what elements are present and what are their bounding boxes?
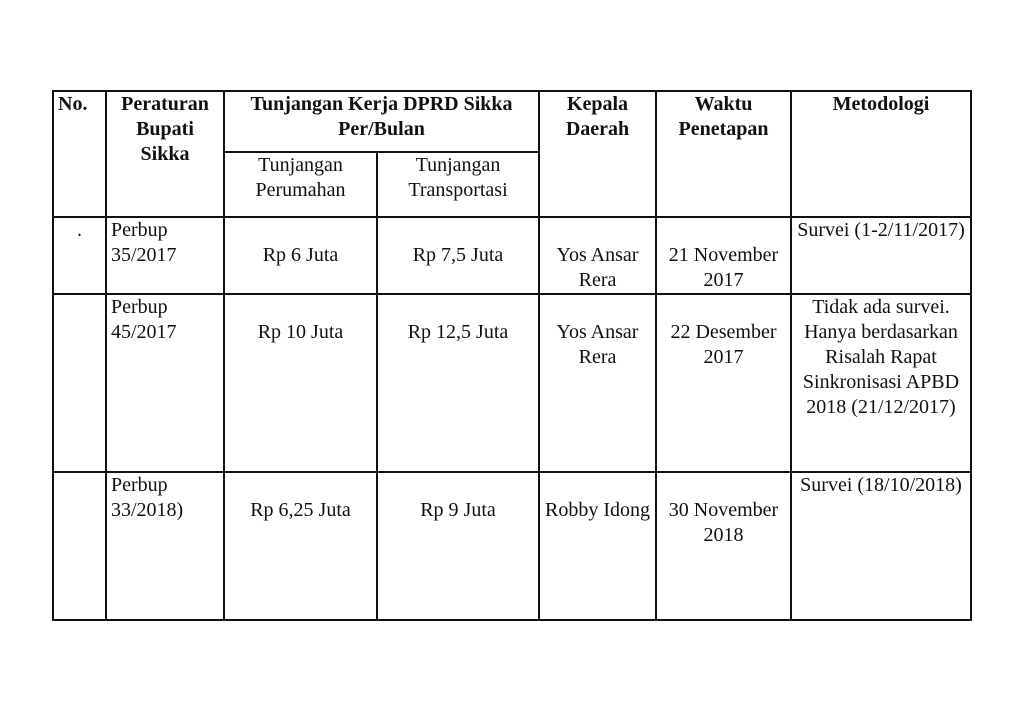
table-row — [53, 217, 971, 294]
row-waktu: 21 November 2017 — [656, 217, 791, 294]
row-peraturan: Perbup 35/2017 — [106, 217, 224, 294]
header-tunjangan-transportasi: Tunjangan Transportasi — [377, 152, 539, 217]
header-kepala-daerah: Kepala Daerah — [539, 91, 656, 217]
header-metodologi: Metodologi — [791, 91, 971, 217]
header-peraturan: Peraturan Bupati Sikka — [106, 91, 224, 217]
row-perumahan: Rp 6 Juta — [224, 217, 377, 294]
row-number — [53, 472, 106, 620]
header-tunjangan-perumahan: Tunjangan Perumahan — [224, 152, 377, 217]
row-peraturan: Perbup 45/2017 — [106, 294, 224, 472]
header-tunjangan-group: Tunjangan Kerja DPRD Sikka Per/Bulan — [224, 91, 539, 152]
header-no: No. — [53, 91, 106, 217]
row-perumahan: Rp 10 Juta — [224, 294, 377, 472]
row-transportasi: Rp 7,5 Juta — [377, 217, 539, 294]
row-perumahan: Rp 6,25 Juta — [224, 472, 377, 620]
row-waktu: 30 November 2018 — [656, 472, 791, 620]
row-metodologi: Survei (18/10/2018) — [791, 472, 971, 620]
row-kepala-daerah: Yos Ansar Rera — [539, 294, 656, 472]
table-row — [53, 472, 971, 620]
row-metodologi: Survei (1-2/11/2017) — [791, 217, 971, 294]
row-peraturan: Perbup 33/2018) — [106, 472, 224, 620]
row-number: . — [53, 217, 106, 294]
row-transportasi: Rp 9 Juta — [377, 472, 539, 620]
table-row — [53, 294, 971, 472]
row-kepala-daerah: Yos Ansar Rera — [539, 217, 656, 294]
row-kepala-daerah: Robby Idong — [539, 472, 656, 620]
row-transportasi: Rp 12,5 Juta — [377, 294, 539, 472]
row-waktu: 22 Desember 2017 — [656, 294, 791, 472]
row-number — [53, 294, 106, 472]
allowance-table — [52, 90, 972, 621]
header-row — [53, 91, 971, 152]
row-metodologi: Tidak ada survei. Hanya berdasarkan Risalah Rapat Sinkronisasi APBD 2018 (21/12/2017) — [791, 294, 971, 472]
header-waktu-penetapan: Waktu Penetapan — [656, 91, 791, 217]
